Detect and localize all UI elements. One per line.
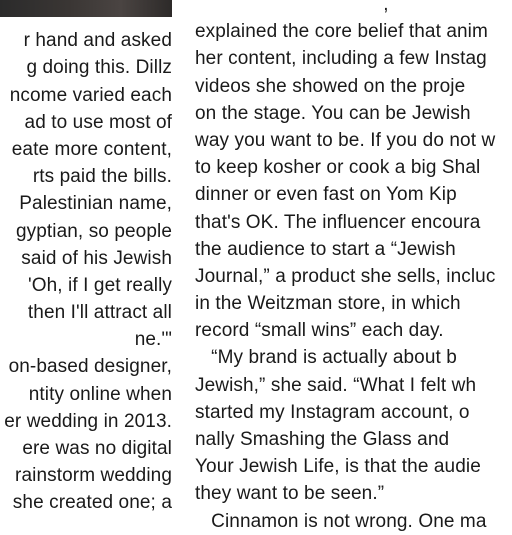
text-line: ne.'" [134,329,172,351]
text-line: dinner or even fast on Yom Kip [195,184,457,206]
text-line: said of his Jewish [21,247,172,269]
text-line: then I'll attract all [27,302,172,324]
text-line: eate more content, [11,138,172,160]
text-line: er wedding in 2013. [4,410,172,432]
text-line: g doing this. Dillz [26,57,172,79]
text-line: to keep kosher or cook a big Shal [195,157,481,179]
text-line: way you want to be. If you do not w [195,129,496,151]
text-line: 'Oh, if I get really [28,274,172,296]
text-line: videos she showed on the proje [195,75,466,97]
text-line: they want to be seen.” [195,483,385,505]
text-line: Journal,” a product she sells, incluc [195,265,496,287]
text-line: r hand and asked [23,30,172,52]
text-line: her content, including a few Instag [195,48,487,70]
text-line: rts paid the bills. [32,166,172,188]
text-line: , [195,0,389,15]
left-text-column [0,0,172,517]
text-line: that's OK. The influencer encoura [195,211,481,233]
text-line: she created one; a [12,492,172,514]
text-line: in the Weitzman store, in which [195,293,461,315]
text-line: the audience to start a “Jewish [195,238,456,260]
text-line: Palestinian name, [19,193,172,215]
text-line: nally Smashing the Glass and [195,429,450,450]
right-text-column [195,0,512,535]
text-line [0,0,172,27]
text-line: ncome varied each [9,84,172,106]
text-line: on-based designer, [8,356,172,378]
text-line: ere was no digital [22,438,172,459]
text-line: ad to use most of [24,111,172,133]
text-line: started my Instagram account, o [195,401,470,423]
text-line: on the stage. You can be Jewish [195,102,471,124]
text-line: ntity online when [28,383,172,405]
text-line: explained the core belief that anim [195,21,488,43]
text-line: record “small wins” each day. [195,320,444,342]
text-line: “My brand is actually about b [195,347,457,369]
text-line: Cinnamon is not wrong. One ma [195,510,487,532]
text-line: Jewish,” she said. “What I felt wh [195,374,477,396]
text-line: rainstorm wedding [15,465,172,487]
text-line: Your Jewish Life, is that the audie [195,456,481,478]
text-line: gyptian, so people [15,220,172,242]
